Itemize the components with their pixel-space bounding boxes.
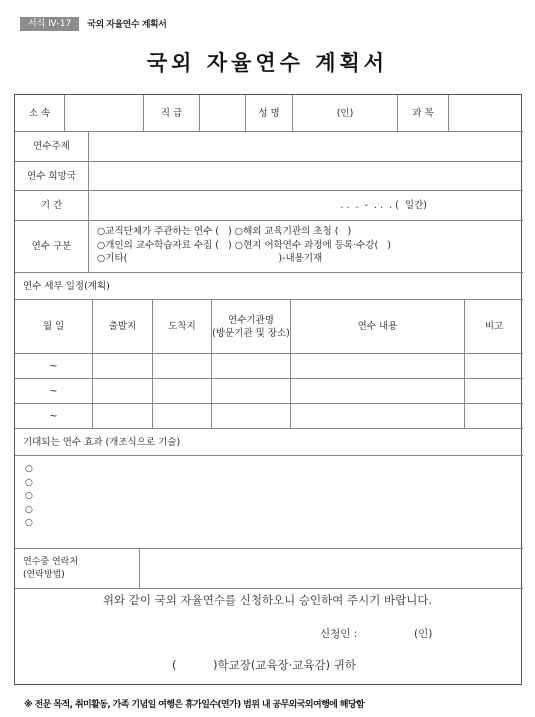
effects-section-label: 기대되는 연수 효과 (개조식으로 기술) <box>15 429 523 456</box>
topic-label: 연수주제 <box>15 132 89 162</box>
schedule-row-date[interactable]: ~ <box>15 404 93 429</box>
contact-label-line: (연락방법) <box>23 570 65 580</box>
applicant-seal[interactable]: (인) <box>414 628 433 640</box>
effects-field[interactable] <box>15 456 523 549</box>
addressee: ( )학교장(교육장·교육감) 귀하 <box>172 658 357 672</box>
affiliation-label: 소 속 <box>15 95 65 132</box>
affiliation-field[interactable] <box>65 95 144 132</box>
bullet-mark: ○ <box>25 504 33 515</box>
effects-bullets <box>15 456 33 531</box>
schedule-cell[interactable] <box>93 404 153 429</box>
col-date: 월 일 <box>15 300 93 354</box>
position-label: 직 급 <box>144 95 200 132</box>
schedule-cell[interactable] <box>153 379 212 404</box>
schedule-row-date[interactable]: ~ <box>15 379 93 404</box>
subject-label: 과 목 <box>398 95 449 132</box>
bullet-mark: ○ <box>25 477 33 488</box>
type-option-line[interactable]: ○개인의 교수학습자료 수집 ( ) ○현지 어학연수 과정에 등록·수강( ) <box>97 239 391 251</box>
footnote: ※ 전문 목적, 취미활동, 가족 기념일 여행은 휴가일수(연가) 범위 내 공무외국외여행에 해당함 <box>24 700 365 710</box>
applicant-label: 신청인 : <box>320 628 358 640</box>
schedule-cell[interactable] <box>465 379 523 404</box>
form-tag <box>20 16 166 31</box>
country-field[interactable] <box>89 162 523 191</box>
contact-label-line: 연수중 연락처 <box>23 557 79 567</box>
schedule-row-date[interactable]: ~ <box>15 354 93 379</box>
schedule-cell[interactable] <box>153 404 212 429</box>
schedule-cell[interactable] <box>93 354 153 379</box>
subject-field[interactable] <box>449 95 523 132</box>
col-departure: 출발지 <box>93 300 153 354</box>
position-field[interactable] <box>200 95 246 132</box>
name-label: 성 명 <box>246 95 293 132</box>
contact-field[interactable] <box>140 549 523 589</box>
col-institution: 연수기관명 (방문기관 및 장소) <box>212 300 291 354</box>
schedule-cell[interactable] <box>291 404 465 429</box>
country-label: 연수 희망국 <box>15 162 89 191</box>
schedule-cell[interactable] <box>212 354 291 379</box>
schedule-cell[interactable] <box>93 379 153 404</box>
col-remarks: 비고 <box>465 300 523 354</box>
schedule-cell[interactable] <box>465 354 523 379</box>
type-options <box>89 221 523 273</box>
form-code: 서식 Ⅳ-17 <box>20 17 79 31</box>
period-field[interactable]: . . . - . . . ( 일간) <box>89 191 523 221</box>
type-label: 연수 구분 <box>15 221 89 273</box>
col-arrival: 도착지 <box>153 300 212 354</box>
period-label: 기 간 <box>15 191 89 221</box>
col-content: 연수 내용 <box>291 300 465 354</box>
schedule-cell[interactable] <box>153 354 212 379</box>
page-title: 국외 자율연수 계획서 <box>146 51 389 75</box>
seal-mark: (인) <box>336 107 354 119</box>
type-option-line[interactable]: ○교직단체가 주관하는 연수 ( ) ○해외 교육기관의 초청 ( ) <box>97 226 352 237</box>
bullet-mark: ○ <box>25 491 33 501</box>
schedule-cell[interactable] <box>212 379 291 404</box>
type-option-line[interactable]: ○기타( )-내용기재 <box>97 253 323 264</box>
schedule-cell[interactable] <box>291 379 465 404</box>
schedule-section-label: 연수 세부 일정(계획) <box>15 273 523 300</box>
name-field[interactable] <box>293 95 398 132</box>
request-statement: 위와 같이 국외 자율연수를 신청하오니 승인하여 주시기 바랍니다. <box>102 593 433 607</box>
schedule-cell[interactable] <box>212 404 291 429</box>
schedule-cell[interactable] <box>291 354 465 379</box>
topic-field[interactable] <box>89 132 523 162</box>
bullet-mark: ○ <box>25 464 33 474</box>
contact-label <box>15 549 140 589</box>
bullet-mark: ○ <box>25 518 33 528</box>
schedule-cell[interactable] <box>465 404 523 429</box>
form-name: 국외 자율연수 계획서 <box>87 20 167 30</box>
